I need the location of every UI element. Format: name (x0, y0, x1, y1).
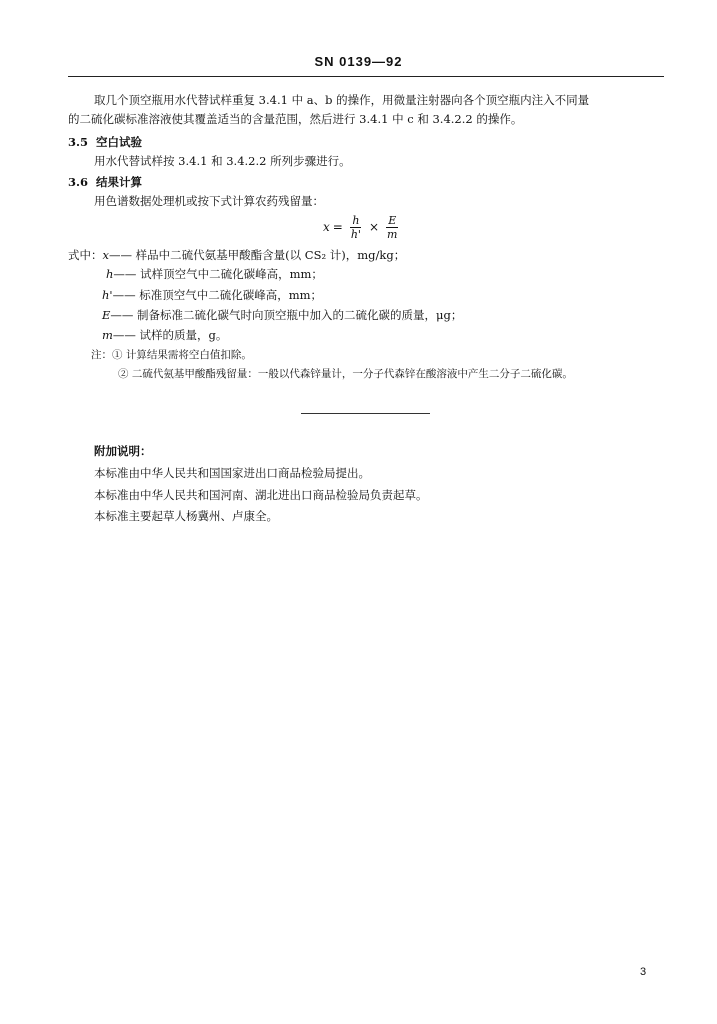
where-symbol: h (106, 267, 114, 281)
note-1-text: ① 计算结果需将空白值扣除。 (112, 349, 252, 361)
where-item-h (106, 266, 323, 282)
where-symbol: m (102, 328, 113, 342)
where-item-m (102, 327, 227, 343)
section-3-5-number: 3.5 (68, 135, 89, 149)
formula-fraction-h (349, 214, 363, 241)
appendix-line-2: 本标准由中华人民共和国河南、湖北进出口商品检验局负责起草。 (94, 488, 428, 502)
where-description: —— 样品中二硫代氨基甲酸酯含量(以 CS₂ 计)，mg/kg； (109, 248, 406, 262)
page-number: 3 (640, 966, 647, 978)
result-formula (323, 210, 402, 244)
intro-paragraph-line-1: 取几个顶空瓶用水代替试样重复 3.4.1 中 a、b 的操作，用微量注射器向各个顶空瓶内注入不同量 (94, 93, 590, 107)
formula-frac1-denominator: h' (350, 227, 361, 241)
where-description: —— 标准顶空气中二硫化碳峰高，mm； (112, 288, 323, 302)
formula-frac2-denominator: m (387, 227, 398, 241)
section-3-6-heading (68, 174, 142, 190)
formula-frac1-numerator: h (352, 213, 360, 227)
formula-lhs: x (323, 220, 330, 234)
where-item-x (68, 247, 405, 263)
where-symbol: x (102, 248, 109, 262)
section-3-5-title: 空白试验 (96, 135, 142, 149)
formula-fraction-e (385, 214, 399, 241)
note-prefix: 注： (91, 349, 112, 361)
standard-code-header: SN 0139—92 (314, 54, 403, 69)
where-description: —— 试样顶空气中二硫化碳峰高，mm； (113, 267, 323, 281)
appendix-line-1: 本标准由中华人民共和国国家进出口商品检验局提出。 (94, 466, 370, 480)
where-item-h-prime (102, 287, 322, 303)
where-symbol: h' (102, 288, 113, 302)
section-divider (301, 413, 430, 414)
where-symbol: E (102, 308, 111, 322)
section-3-6-number: 3.6 (68, 175, 89, 189)
formula-times: × (368, 220, 380, 234)
note-1 (91, 347, 252, 363)
where-item-e (102, 307, 462, 323)
section-3-6-title: 结果计算 (96, 175, 142, 189)
formula-frac2-numerator: E (388, 213, 397, 227)
header-rule (68, 76, 664, 77)
section-3-6-text: 用色谱数据处理机或按下式计算农药残留量： (94, 194, 324, 208)
formula-equals: = (332, 220, 343, 234)
where-prefix: 式中： (68, 248, 103, 262)
note-2: ② 二硫代氨基甲酸酯残留量：一般以代森锌量计，一分子代森锌在酸溶液中产生二分子二硫化碳。 (118, 368, 573, 380)
where-description: —— 试样的质量，g。 (112, 328, 228, 342)
section-3-5-heading (68, 134, 142, 150)
intro-paragraph-line-2: 的二硫化碳标准溶液使其覆盖适当的含量范围，然后进行 3.4.1 中 c 和 3.4.2.2 的操作。 (68, 112, 523, 126)
section-3-5-text: 用水代替试样按 3.4.1 和 3.4.2.2 所列步骤进行。 (94, 154, 351, 168)
where-description: —— 制备标准二硫化碳气时向顶空瓶中加入的二硫化碳的质量，μg； (110, 308, 463, 322)
appendix-title: 附加说明： (94, 444, 152, 458)
appendix-line-3: 本标准主要起草人杨冀州、卢康全。 (94, 509, 278, 523)
